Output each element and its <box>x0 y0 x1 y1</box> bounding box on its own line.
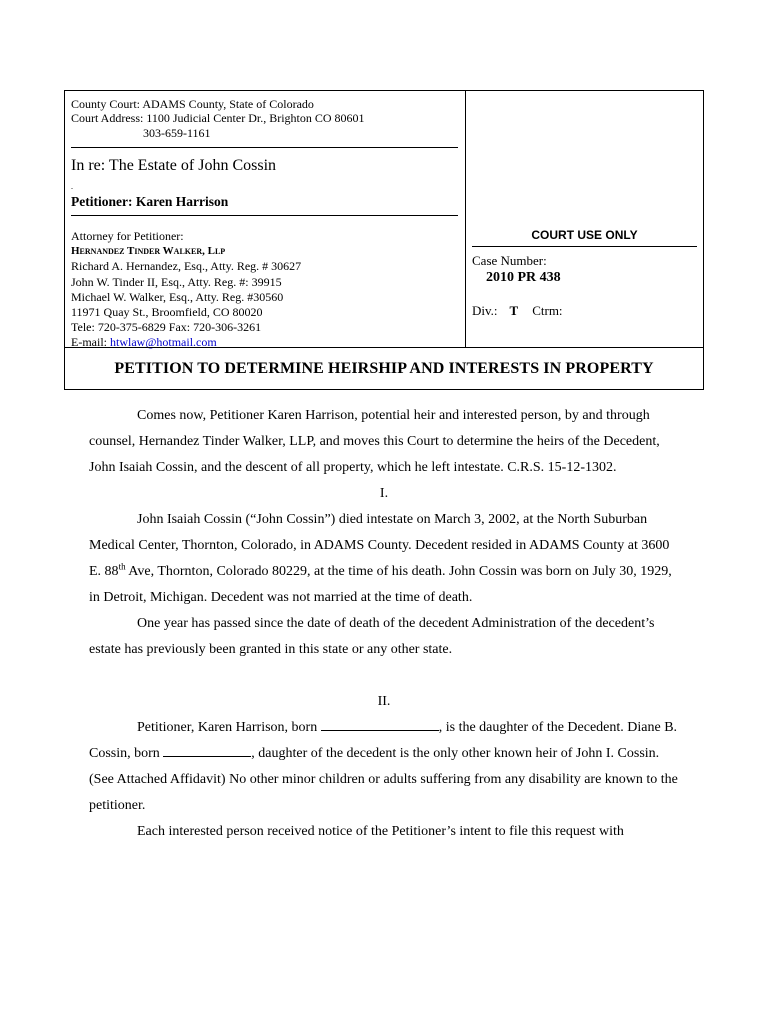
caption-left-column <box>65 91 466 350</box>
ordinal-suffix: th <box>118 561 126 572</box>
email-link[interactable]: htwlaw@hotmail.com <box>110 335 217 350</box>
court-info <box>71 97 365 140</box>
divider <box>71 215 458 216</box>
paragraph-heirs-part1: Petitioner, Karen Harrison, born <box>137 720 321 735</box>
paragraph-death-part1: John Isaiah Cossin (“John Cossin”) died intestate on March 3, 2002, at the North Suburban Medical Center, Thornton, Colorado, in ADAMS County. Decedent resided in ADAMS County at 3600 E. 88 <box>89 512 670 579</box>
attorney-1: Richard A. Hernandez, Esq., Atty. Reg. # 30627 <box>71 259 302 274</box>
section-heading-1: I. <box>379 486 389 501</box>
paragraph-heirs <box>89 715 679 819</box>
paragraph-administration: One year has passed since the date of death of the decedent Administration of the decedent’s estate has previously been granted in this state or any other state. <box>89 616 655 657</box>
paragraph-death-part2: Ave, Thornton, Colorado 80229, at the time of his death. John Cossin was born on July 30, 1929, in Detroit, Michigan. Decedent was not married at the time of death. <box>89 564 672 605</box>
document-title-row <box>65 347 703 389</box>
attorney-label: Attorney for Petitioner: <box>71 229 184 243</box>
court-use-only-label: COURT USE ONLY <box>531 228 638 242</box>
case-caption <box>64 90 704 390</box>
court-address: Court Address: 1100 Judicial Center Dr., Brighton CO 80601 <box>71 111 365 126</box>
court-line: County Court: ADAMS County, State of Colorado <box>71 97 314 111</box>
div-label: Div.: <box>472 303 498 318</box>
dot-mark: . <box>71 182 73 191</box>
paragraph-heirs-part3: , daughter of the decedent is the only other known heir of John I. Cossin. (See Attached Affidavit) No other minor children or adults suffering from any disability are known to the petitioner. <box>89 746 678 813</box>
case-number: 2010 PR 438 <box>486 270 561 285</box>
divider <box>71 147 458 148</box>
birth-date-blank[interactable] <box>321 716 439 731</box>
birth-date-blank[interactable] <box>163 742 251 757</box>
paragraph-intro: Comes now, Petitioner Karen Harrison, potential heir and interested person, by and through counsel, Hernandez Tinder Walker, LLP, and moves this Court to determine the heirs of the Decedent, John Isaiah Cossin, and the descent of all property, which he left intestate. C.R.S. 15-12-1302. <box>89 408 660 475</box>
firm-name: Hernandez Tinder Walker, Llp <box>71 245 226 258</box>
section-heading-2: II. <box>377 694 391 709</box>
caption-right-column <box>466 91 703 347</box>
paragraph-notice: Each interested person received notice of the Petitioner’s intent to file this request with <box>137 824 624 839</box>
divider <box>472 246 697 247</box>
attorney-3: Michael W. Walker, Esq., Atty. Reg. #30560 <box>71 289 284 304</box>
email-label: E-mail: <box>71 335 110 350</box>
in-re-heading: In re: The Estate of John Cossin <box>71 157 277 174</box>
petition-body <box>89 403 679 845</box>
petitioner-line: Petitioner: Karen Harrison <box>71 194 229 209</box>
tel-fax: Tele: 720-375-6829 Fax: 720-306-3261 <box>71 320 262 335</box>
street-address: 11971 Quay St., Broomfield, CO 80020 <box>71 305 263 320</box>
spacer <box>89 663 679 689</box>
document-title: PETITION TO DETERMINE HEIRSHIP AND INTERESTS IN PROPERTY <box>114 359 654 377</box>
division-line <box>472 303 563 319</box>
court-phone: 303-659-1161 <box>143 125 211 140</box>
paragraph-heirs-part2: , is the daughter of the Decedent. Diane B. Cossin, born <box>89 720 678 761</box>
div-value: T <box>509 303 519 318</box>
case-number-label: Case Number: <box>472 253 547 268</box>
attorney-block <box>71 229 301 351</box>
ctrm-label: Ctrm: <box>532 303 563 318</box>
attorney-2: John W. Tinder II, Esq., Atty. Reg. #: 39915 <box>71 274 282 289</box>
paragraph-death <box>89 507 679 611</box>
